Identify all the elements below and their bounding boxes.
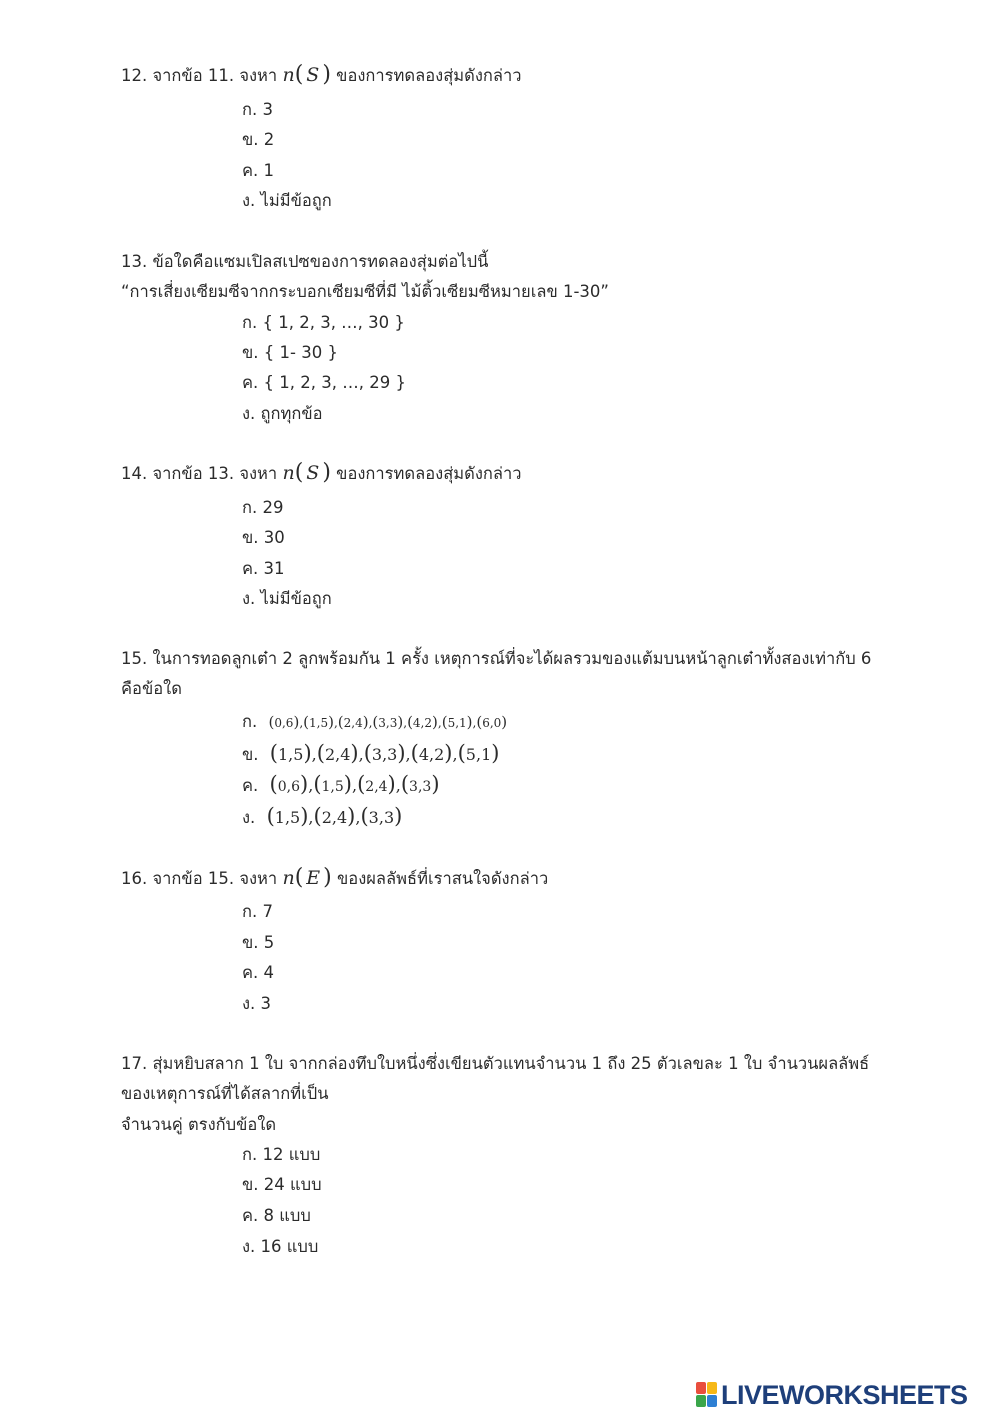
question-15-prompt: 15. ในการทอดลูกเต๋า 2 ลูกพร้อมกัน 1 ครั้ง เหตุการณ์ที่จะได้ผลรวมของแต้มบนหน้าลูกเต๋าทั้งสองเท่ากับ 6 — [121, 649, 872, 668]
pair-separator: , — [437, 716, 442, 730]
q12-option-d[interactable]: ง. ไม่มีข้อถูก — [242, 191, 332, 210]
q13-option-d[interactable]: ง. ถูกทุกข้อ — [242, 404, 323, 423]
pair-separator: , — [333, 716, 338, 730]
option-label: ง. — [242, 808, 256, 827]
q15-option-c[interactable] — [242, 773, 440, 798]
dice-pair: (5,1) — [441, 713, 473, 731]
q15-option-b[interactable] — [242, 742, 499, 766]
dice-pair: (3,3) — [372, 713, 404, 731]
pair-separator: , — [308, 776, 314, 795]
pair-separator: , — [351, 776, 358, 795]
q13-option-c[interactable]: ค. { 1, 2, 3, …, 29 } — [242, 373, 406, 392]
option-label: ข. — [242, 745, 259, 764]
q16-option-b[interactable]: ข. 5 — [242, 933, 275, 952]
pair-list — [269, 741, 500, 765]
pair-separator: , — [452, 745, 458, 764]
q16-option-c[interactable]: ค. 4 — [242, 963, 275, 982]
dice-pair: (1,5) — [313, 772, 352, 796]
dice-pair: (1,5) — [303, 713, 334, 731]
dice-pair: (3,3) — [360, 804, 403, 828]
math-n-of-e: n( E ) — [282, 865, 332, 890]
math-n-of-s: n( S ) — [282, 62, 331, 87]
q14-option-b[interactable]: ข. 30 — [242, 528, 285, 547]
question-17-prompt-cont: ของเหตุการณ์ที่ได้สลากที่เป็น — [121, 1084, 329, 1103]
question-16-prompt: 16. จากข้อ 15. จงหา n( E ) ของผลลัพธ์ที่เราสนใจดังกล่าว — [121, 865, 549, 890]
logo-grid-icon — [696, 1382, 718, 1408]
dice-pair: (3,3) — [363, 741, 406, 765]
logo-tile — [696, 1382, 706, 1394]
pair-list — [266, 804, 403, 828]
dice-pair: (2,4) — [313, 804, 356, 828]
dice-pair: (5,1) — [457, 741, 500, 765]
question-17-prompt-cont2: จำนวนคู่ ตรงกับข้อใด — [121, 1115, 277, 1134]
logo-text: LIVEWORKSHEETS — [721, 1379, 968, 1410]
q16-option-d[interactable]: ง. 3 — [242, 994, 272, 1013]
q12-option-a[interactable]: ก. 3 — [242, 100, 273, 119]
pair-separator: , — [472, 716, 477, 730]
logo-tile — [707, 1382, 717, 1394]
option-label: ค. — [242, 776, 259, 795]
question-17-prompt: 17. สุ่มหยิบสลาก 1 ใบ จากกล่องทึบใบหนึ่งซึ่งเขียนตัวแทนจำนวน 1 ถึง 25 ตัวเลขละ 1 ใบ จำนวนผลลัพธ์ — [121, 1054, 870, 1073]
dice-pair: (2,4) — [337, 713, 369, 731]
pair-separator: , — [311, 745, 317, 764]
pair-separator: , — [308, 808, 314, 827]
pair-separator: , — [403, 716, 408, 730]
pair-separator: , — [405, 745, 411, 764]
liveworksheets-logo — [696, 1377, 968, 1413]
pair-separator: , — [395, 776, 401, 795]
q17-option-a[interactable]: ก. 12 แบบ — [242, 1145, 321, 1164]
q17-option-c[interactable]: ค. 8 แบบ — [242, 1206, 311, 1225]
question-14-prompt: 14. จากข้อ 13. จงหา n( S ) ของการทดลองสุ่มดังกล่าว — [121, 460, 522, 485]
dice-pair: (1,5) — [266, 804, 309, 828]
dice-pair: (0,6) — [269, 772, 309, 796]
pair-list — [268, 713, 508, 731]
dice-pair: (2,4) — [357, 772, 396, 796]
q12-option-c[interactable]: ค. 1 — [242, 161, 275, 180]
dice-pair: (4,2) — [407, 713, 438, 731]
dice-pair: (4,2) — [410, 741, 453, 765]
question-13-subtext: “การเสี่ยงเซียมซีจากกระบอกเซียมซีที่มี ไม้ติ้วเซียมซีหมายเลข 1-30” — [121, 282, 609, 301]
question-12-prompt: 12. จากข้อ 11. จงหา n( S ) ของการทดลองสุ่มดังกล่าว — [121, 62, 522, 87]
q16-option-a[interactable]: ก. 7 — [242, 902, 273, 921]
pair-separator: , — [368, 716, 373, 730]
q17-option-b[interactable]: ข. 24 แบบ — [242, 1175, 322, 1194]
q15-option-d[interactable] — [242, 805, 402, 829]
q13-option-b[interactable]: ข. { 1- 30 } — [242, 343, 338, 362]
logo-tile — [707, 1395, 717, 1407]
dice-pair: (6,0) — [476, 713, 508, 731]
dice-pair: (1,5) — [269, 741, 312, 765]
q14-option-d[interactable]: ง. ไม่มีข้อถูก — [242, 589, 332, 608]
option-label: ก. — [242, 712, 258, 731]
q14-option-a[interactable]: ก. 29 — [242, 498, 284, 517]
pair-separator: , — [355, 808, 361, 827]
dice-pair: (2,4) — [316, 741, 359, 765]
logo-tile — [696, 1395, 706, 1407]
q13-option-a[interactable]: ก. { 1, 2, 3, …, 30 } — [242, 313, 405, 332]
math-n-of-s: n( S ) — [282, 460, 331, 485]
q14-option-c[interactable]: ค. 31 — [242, 559, 285, 578]
q15-option-a[interactable] — [242, 711, 507, 735]
dice-pair: (0,6) — [268, 713, 300, 731]
pair-separator: , — [299, 716, 304, 730]
question-13-prompt: 13. ข้อใดคือแซมเปิลสเปซของการทดลองสุ่มต่อไปนี้ — [121, 252, 489, 271]
pair-separator: , — [358, 745, 364, 764]
pair-list — [269, 772, 440, 796]
q17-option-d[interactable]: ง. 16 แบบ — [242, 1237, 319, 1256]
q12-option-b[interactable]: ข. 2 — [242, 130, 275, 149]
dice-pair: (3,3) — [400, 772, 440, 796]
question-15-prompt-cont: คือข้อใด — [121, 679, 182, 698]
